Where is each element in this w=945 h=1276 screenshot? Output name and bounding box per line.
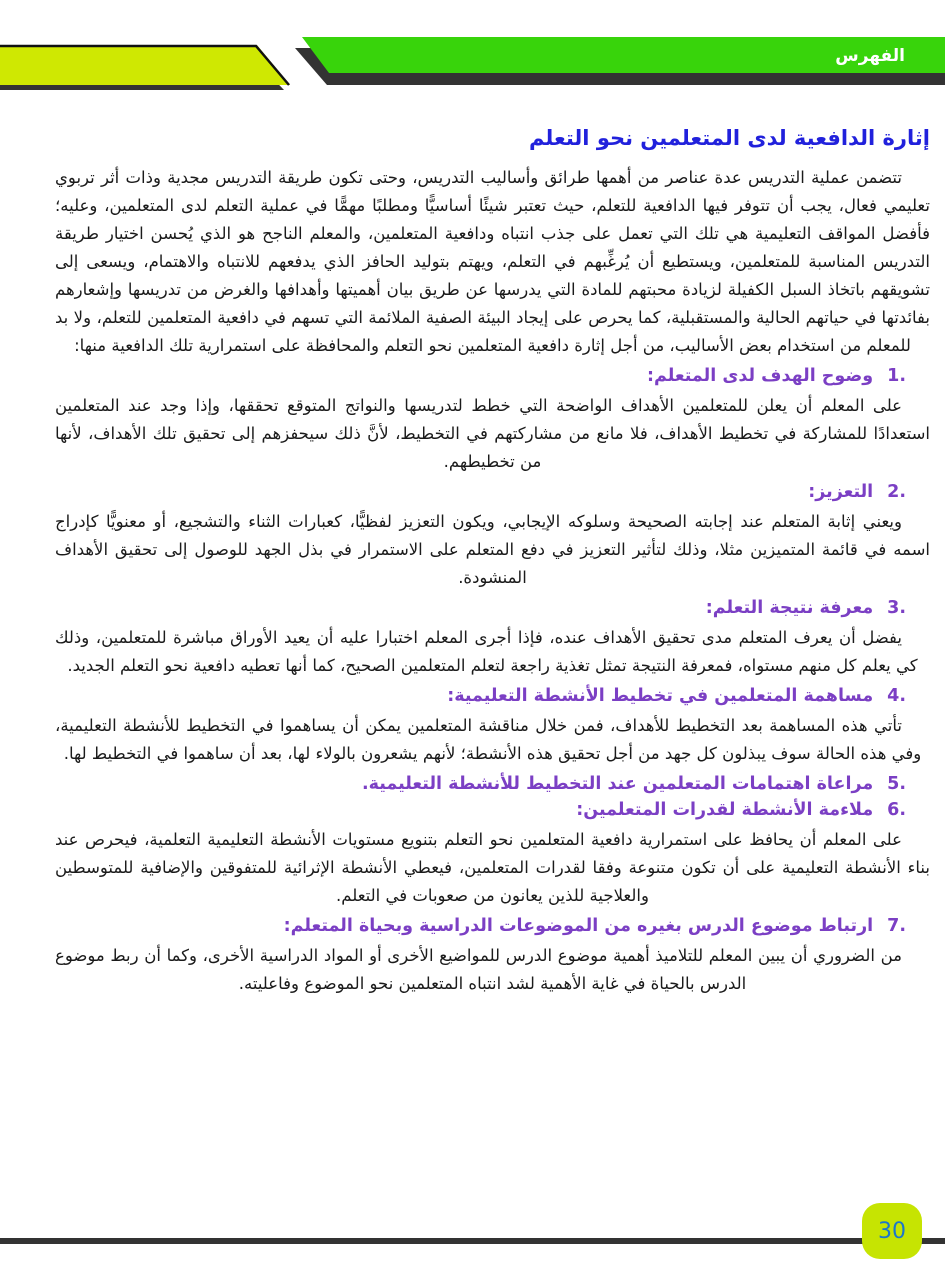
section-2 [55, 482, 930, 592]
section-number: 4. [887, 686, 906, 706]
section-heading-text: مساهمة المتعلمين في تخطيط الأنشطة التعليمية: [447, 686, 874, 706]
section-body: يفضل أن يعرف المتعلم مدى تحقيق الأهداف عنده، فإذا أجرى المعلم اختبارا عليه أن يعيد الأوراق مباشرة للمتعلمين، وذلك كي يعلم كل منهم مستواه، فمعرفة النتيجة تمثل تغذية راجعة لتعلم المتعلمين الصحيح، كما أنها تعطيه دافعية نحو التعلم الجديد. [55, 628, 918, 675]
section-1 [55, 366, 930, 476]
section-number: 6. [887, 800, 906, 820]
section-3 [55, 598, 930, 680]
header-tab-label: الفهرس [835, 46, 905, 66]
section-body: على المعلم أن يحافظ على استمرارية دافعية المتعلمين نحو التعلم بتنويع مستويات الأنشطة التعليمية التعلمية، فيحرص عند بناء الأنشطة التعليمية على أن تكون متنوعة وفقا لقدرات المتعلمين، فيعطي الأنشطة الإثرائية للمتفوقين والإضافية للمتوسطين والعلاجية للذين يعانون من صعوبات في التعلم. [55, 830, 930, 905]
section-body: ويعني إثابة المتعلم عند إجابته الصحيحة وسلوكه الإيجابي، ويكون التعزيز لفظيًّا، كعبارات الثناء والتشجيع، أو معنويًّا كإدراج اسمه في قائمة المتميزين مثلا، وذلك لتأثير التعزيز في دفع المتعلم على الاستمرار في بذل الجهد للوصول إلى تحقيق الأهداف المنشودة. [55, 512, 930, 587]
header-banner [0, 0, 945, 100]
section-heading [55, 916, 906, 936]
section-body: على المعلم أن يعلن للمتعلمين الأهداف الواضحة التي خطط لتدريسها والنواتج المتوقع تحققها، وإذا وجد عند المتعلمين استعدادًا للمشاركة في تخطيط الأهداف، فلا مانع من مشاركتهم في التخطيط، لأنَّ ذلك سيحفزهم إلى تحقيق تلك الأهداف، لأنها من تخطيطهم. [55, 396, 930, 471]
section-5 [55, 774, 930, 794]
section-heading-text: معرفة نتيجة التعلم: [705, 598, 874, 618]
section-number: 1. [887, 366, 906, 386]
section-body: تأتي هذه المساهمة بعد التخطيط للأهداف، فمن خلال مناقشة المتعلمين يمكن أن يساهموا في التخطيط للأنشطة التعليمية، وفي هذه الحالة سوف يبذلون كل جهد من أجل تحقيق هذه الأنشطة؛ لأنهم يشعرون بالولاء لها، بعد أن ساهموا في التخطيط لها. [55, 716, 922, 763]
page-title: إثارة الدافعية لدى المتعلمين نحو التعلم [528, 126, 930, 150]
section-number: 2. [887, 482, 906, 502]
section-number: 3. [887, 598, 906, 618]
section-heading [55, 598, 906, 618]
section-heading [55, 774, 906, 794]
section-heading-text: وضوح الهدف لدى المتعلم: [647, 366, 874, 386]
section-heading [55, 686, 906, 706]
section-number: 5. [887, 774, 906, 794]
section-heading-text: مراعاة اهتمامات المتعلمين عند التخطيط للأنشطة التعليمية. [362, 774, 874, 794]
section-heading-text: التعزيز: [808, 482, 874, 502]
header-tab-yellow [0, 45, 290, 85]
section-heading-text: ملاءمة الأنشطة لقدرات المتعلمين: [576, 800, 874, 820]
section-number: 7. [887, 916, 906, 936]
section-heading [55, 482, 906, 502]
section-heading-text: ارتباط موضوع الدرس بغيره من الموضوعات الدراسية وبحياة المتعلم: [283, 916, 874, 936]
page-number-badge [862, 1203, 922, 1259]
section-heading [55, 800, 906, 820]
section-7 [55, 916, 930, 998]
content-area [0, 92, 945, 1234]
intro-paragraph: تتضمن عملية التدريس عدة عناصر من أهمها طرائق وأساليب التدريس، وحتى تكون طريقة التدريس مجدية وذات أثر تربوي تعليمي فعال، يجب أن تتوفر فيها الدافعية للتعلم، حيث تعتبر شيئًا أساسيًّا ومطلبًا مهمًّا في عملية التعلم لدى المتعلمين، وعليه؛ فأفضل المواقف التعليمية هي تلك التي تعمل على جذب انتباه ودافعية المتعلمين، والمعلم الناجح هو الذي يُحسن اختيار طريقة التدريس المناسبة للمتعلمين، ويستطيع أن يُرغِّبهم في التعلم، ويهتم بتوليد الحافز الذي يدفعهم للانتباه والاهتمام، ويسعى إلى تشويقهم باتخاذ السبل الكفيلة لزيادة محبتهم للمادة التي يدرسها عن طريق بيان أهميتها وأهدافها والغرض من تدريسها وإشعارهم بفائدتها في حياتهم الحالية والمستقبلية، كما يحرص على إيجاد البيئة الصفية الملائمة التي تسهم في دافعية المتعلمين للتعلم، ولا بد للمعلم من استخدام بعض الأساليب، من أجل إثارة دافعية المتعلمين نحو التعلم والمحافظة على استمرارية تلك الدافعية منها: [55, 168, 930, 355]
section-body: من الضروري أن يبين المعلم للتلاميذ أهمية موضوع الدرس للمواضيع الأخرى أو المواد الدراسية الأخرى، وكما أن ربط موضوع الدرس بالحياة في غاية الأهمية لشد انتباه المتعلمين نحو الموضوع وفاعليته. [55, 946, 902, 993]
section-6 [55, 800, 930, 910]
section-4 [55, 686, 930, 768]
section-heading [55, 366, 906, 386]
footer-rule [0, 1238, 945, 1244]
page-number: 30 [878, 1218, 906, 1244]
